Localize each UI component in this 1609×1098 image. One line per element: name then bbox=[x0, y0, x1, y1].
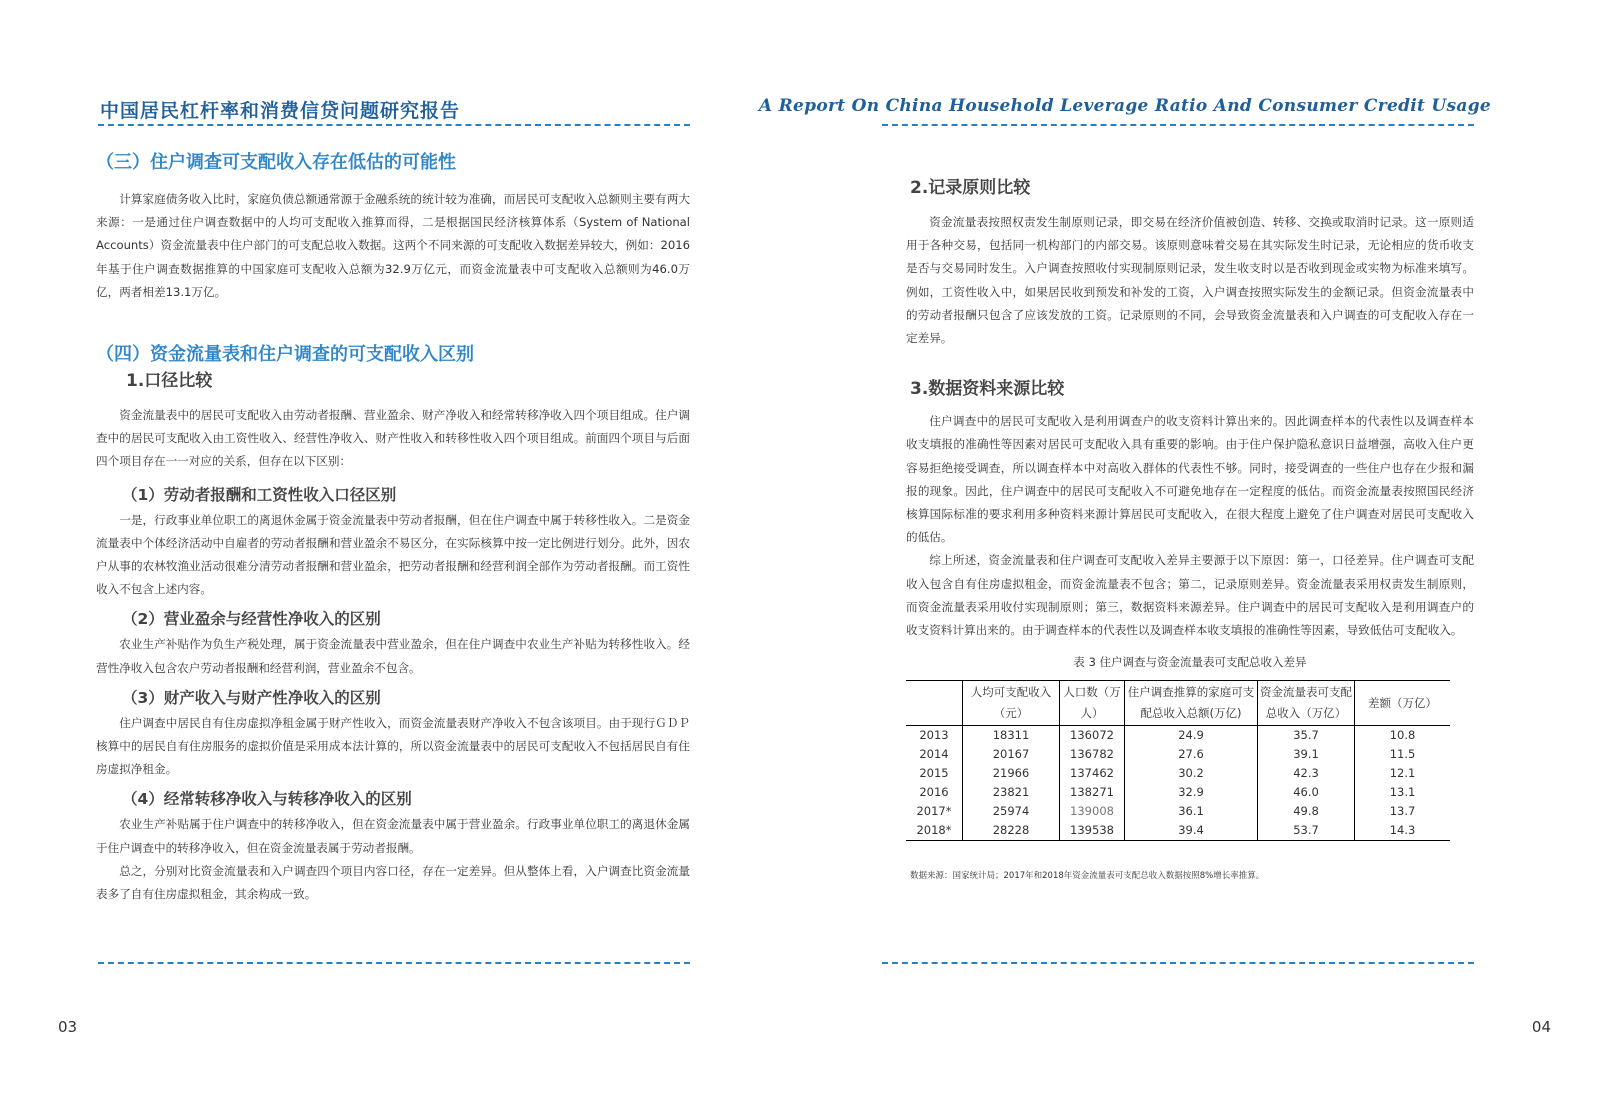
item-3-title: （3）财产收入与财产性净收入的区别 bbox=[122, 688, 381, 707]
data-source-note: 数据来源：国家统计局；2017年和2018年资金流量表可支配总收入数据按照8%增长率推算。 bbox=[910, 871, 1265, 882]
table-title: 表 3 住户调查与资金流量表可支配总收入差异 bbox=[1073, 655, 1307, 670]
subsection-3-paragraph-1: 住户调查中的居民可支配收入是利用调查户的收支资料计算出来的。因此调查样本的代表性以及调查样本收支填报的准确性等因素对居民可支配收入具有重要的影响。由于住户保护隐私意识日益增强，高收入住户更容易拒绝接受调查，所以调查样本中对高收入群体的代表性不够。同时，接受调查的一些住户也存在少报和漏报的现象。因此，住户调查中的居民可支配收入不可避免地存在一定程度的低估。而资金流量表按照国民经济核算国际标准的要求利用多种资料来源计算居民可支配收入，在很大程度上避免了住户调查对居民可支配收入的低估。 bbox=[906, 414, 1474, 545]
table-row bbox=[906, 783, 1450, 802]
table-header-cell bbox=[906, 681, 963, 726]
item-1-paragraph: 一是，行政事业单位职工的离退休金属于资金流量表中劳动者报酬，但在住户调查中属于转移性收入。二是资金流量表中个体经济活动中自雇者的劳动者报酬和营业盈余不易区分，在实际核算中按一定比例进行划分。此外，因农户从事的农林牧渔业活动很难分清劳动者报酬和营业盈余，把劳动者报酬和经营利润全部作为劳动者报酬。而工资性收入不包含上述内容。 bbox=[96, 512, 690, 597]
left-page-content bbox=[96, 150, 690, 906]
table-cell: 14.3 bbox=[1355, 821, 1451, 841]
table-cell: 36.1 bbox=[1125, 802, 1258, 821]
table-cell: 136072 bbox=[1060, 726, 1125, 746]
left-header-title: 中国居民杠杆率和消费信贷问题研究报告 bbox=[100, 100, 461, 122]
item-4-title: （4）经常转移净收入与转移净收入的区别 bbox=[122, 790, 412, 809]
subsection-1-title: 1.口径比较 bbox=[126, 371, 213, 392]
table-cell: 27.6 bbox=[1125, 745, 1258, 764]
table-cell: 2014 bbox=[919, 747, 949, 762]
table-cell: 21966 bbox=[963, 764, 1060, 783]
subsection-1-paragraph: 资金流量表中的居民可支配收入由劳动者报酬、营业盈余、财产净收入和经常转移净收入四个项目组成。住户调查中的居民可支配收入由工资性收入、经营性净收入、财产性收入和转移性收入四个项目组成。前面四个项目与后面四个项目存在一一对应的关系，但存在以下区别： bbox=[96, 408, 690, 469]
table-cell: 139008 bbox=[1060, 802, 1125, 821]
table-cell: 18311 bbox=[963, 726, 1060, 746]
table-cell: 39.1 bbox=[1258, 745, 1355, 764]
item-3-paragraph: 住户调查中居民自有住房虚拟净租金属于财产性收入，而资金流量表财产净收入不包含该项目。由于现行ＧＤＰ核算中的居民自有住房服务的虚拟价值是采用成本法计算的，所以资金流量表中的居民可支配收入不包括居民自有住房虚拟净租金。 bbox=[96, 715, 690, 777]
left-page-number: 03 bbox=[58, 1018, 78, 1036]
summary-paragraph: 总之，分别对比资金流量表和入户调查四个项目内容口径，存在一定差异。但从整体上看，入户调查比资金流量表多了自有住房虚拟租金，其余构成一致。 bbox=[96, 863, 690, 902]
item-1-title: （1）劳动者报酬和工资性收入口径区别 bbox=[122, 485, 397, 504]
subsection-2-title: 2.记录原则比较 bbox=[910, 178, 1031, 198]
section-3-title: （三）住户调查可支配收入存在低估的可能性 bbox=[96, 152, 456, 173]
right-header-title: A Report On China Household Leverage Ratio And Consumer Credit Usage bbox=[758, 96, 1491, 116]
table-cell: 24.9 bbox=[1125, 726, 1258, 746]
table-cell: 138271 bbox=[1060, 783, 1125, 802]
item-2-title: （2）营业盈余与经营性净收入的区别 bbox=[122, 610, 381, 629]
right-page-content bbox=[906, 175, 1474, 881]
section-4-title: （四）资金流量表和住户调查的可支配收入区别 bbox=[96, 344, 474, 366]
table-header-cell: 人均可支配收入（元） bbox=[963, 681, 1060, 726]
table-cell: 28228 bbox=[963, 821, 1060, 841]
table-cell: 136782 bbox=[1060, 745, 1125, 764]
table-row bbox=[906, 764, 1450, 783]
table-cell: 2013 bbox=[919, 728, 949, 743]
item-4-paragraph: 农业生产补贴属于住户调查中的转移净收入，但在资金流量表中属于营业盈余。行政事业单位职工的离退休金属于住户调查中的转移净收入，但在资金流量表属于劳动者报酬。 bbox=[96, 817, 690, 855]
table-cell: 2016 bbox=[919, 785, 949, 800]
subsection-2-paragraph: 资金流量表按照权责发生制原则记录，即交易在经济价值被创造、转移、交换或取消时记录。这一原则适用于各种交易，包括同一机构部门的内部交易。该原则意味着交易在其实际发生时记录，无论相应的货币收支是否与交易同时发生。入户调查按照收付实现制原则记录，发生收支时以是否收到现金或实物为标准来填写。例如，工资性收入中，如果居民收到预发和补发的工资，入户调查按照实际发生的金额记录。但资金流量表中的劳动者报酬只包含了应该发放的工资。记录原则的不同，会导致资金流量表和入户调查的可支配收入存在一定差异。 bbox=[906, 215, 1474, 346]
subsection-3-paragraph-2: 综上所述，资金流量表和住户调查可支配收入差异主要源于以下原因：第一，口径差异。住户调查可支配收入包含自有住房虚拟租金，而资金流量表不包含；第二，记录原则差异。资金流量表采用权责发生制原则，而资金流量表采用收付实现制原则；第三，数据资料来源差异。住户调查中的居民可支配收入是利用调查户的收支资料计算出来的。由于调查样本的代表性以及调查样本收支填报的准确性等因素，导致低估可支配收入。 bbox=[906, 553, 1474, 638]
table-header-cell: 差额（万亿） bbox=[1355, 681, 1451, 726]
table-cell: 30.2 bbox=[1125, 764, 1258, 783]
table-row bbox=[906, 802, 1450, 821]
left-top-divider bbox=[98, 124, 690, 126]
table-cell: 49.8 bbox=[1258, 802, 1355, 821]
income-difference-table bbox=[906, 680, 1450, 841]
table-cell: 13.1 bbox=[1355, 783, 1451, 802]
table-cell: 46.0 bbox=[1258, 783, 1355, 802]
subsection-3-title: 3.数据资料来源比较 bbox=[910, 379, 1065, 400]
table-cell: 13.7 bbox=[1355, 802, 1451, 821]
table-cell: 10.8 bbox=[1355, 726, 1451, 746]
right-top-divider bbox=[882, 124, 1474, 126]
table-cell: 53.7 bbox=[1258, 821, 1355, 841]
table-cell: 2018* bbox=[916, 823, 952, 838]
table-row bbox=[906, 745, 1450, 764]
table-header-cell: 住户调查推算的家庭可支配总收入总额(万亿) bbox=[1125, 681, 1258, 726]
table-cell: 2017* bbox=[916, 804, 952, 819]
table-cell: 25974 bbox=[963, 802, 1060, 821]
table-row bbox=[906, 821, 1450, 841]
item-2-paragraph: 农业生产补贴作为负生产税处理，属于资金流量表中营业盈余，但在住户调查中农业生产补贴为转移性收入。经营性净收入包含农户劳动者报酬和经营利润，营业盈余不包含。 bbox=[96, 637, 690, 675]
table-cell: 11.5 bbox=[1355, 745, 1451, 764]
right-bottom-divider bbox=[882, 962, 1474, 964]
right-page-number: 04 bbox=[1531, 1018, 1551, 1036]
table-cell: 39.4 bbox=[1125, 821, 1258, 841]
table-cell: 23821 bbox=[963, 783, 1060, 802]
table-header-row bbox=[906, 681, 1450, 726]
table-header-cell: 资金流量表可支配总收入（万亿） bbox=[1258, 681, 1355, 726]
table-cell: 2015 bbox=[919, 766, 949, 781]
table-cell: 137462 bbox=[1060, 764, 1125, 783]
table-cell: 42.3 bbox=[1258, 764, 1355, 783]
table-cell: 32.9 bbox=[1125, 783, 1258, 802]
left-bottom-divider bbox=[98, 962, 690, 964]
table-row bbox=[906, 726, 1450, 746]
table-header-cell: 人口数（万人） bbox=[1060, 681, 1125, 726]
section-3-paragraph: 计算家庭债务收入比时，家庭负债总额通常源于金融系统的统计较为准确，而居民可支配收入总额则主要有两大来源：一是通过住户调查数据中的人均可支配收入推算而得，二是根据国民经济核算体系（System of National Accounts）资金流量表中住户部门的可支配总收入数据。这两个不同来源的可支配收入数据差异较大，例如：2016年基于住户调查数据推算的中国家庭可支配收入总额为32.9万亿元，而资金流量表中可支配收入总额则为46.0万亿，两者相差13.1万亿。 bbox=[96, 192, 690, 299]
table-cell: 12.1 bbox=[1355, 764, 1451, 783]
table-cell: 20167 bbox=[963, 745, 1060, 764]
table-cell: 35.7 bbox=[1258, 726, 1355, 746]
table-cell: 139538 bbox=[1060, 821, 1125, 841]
